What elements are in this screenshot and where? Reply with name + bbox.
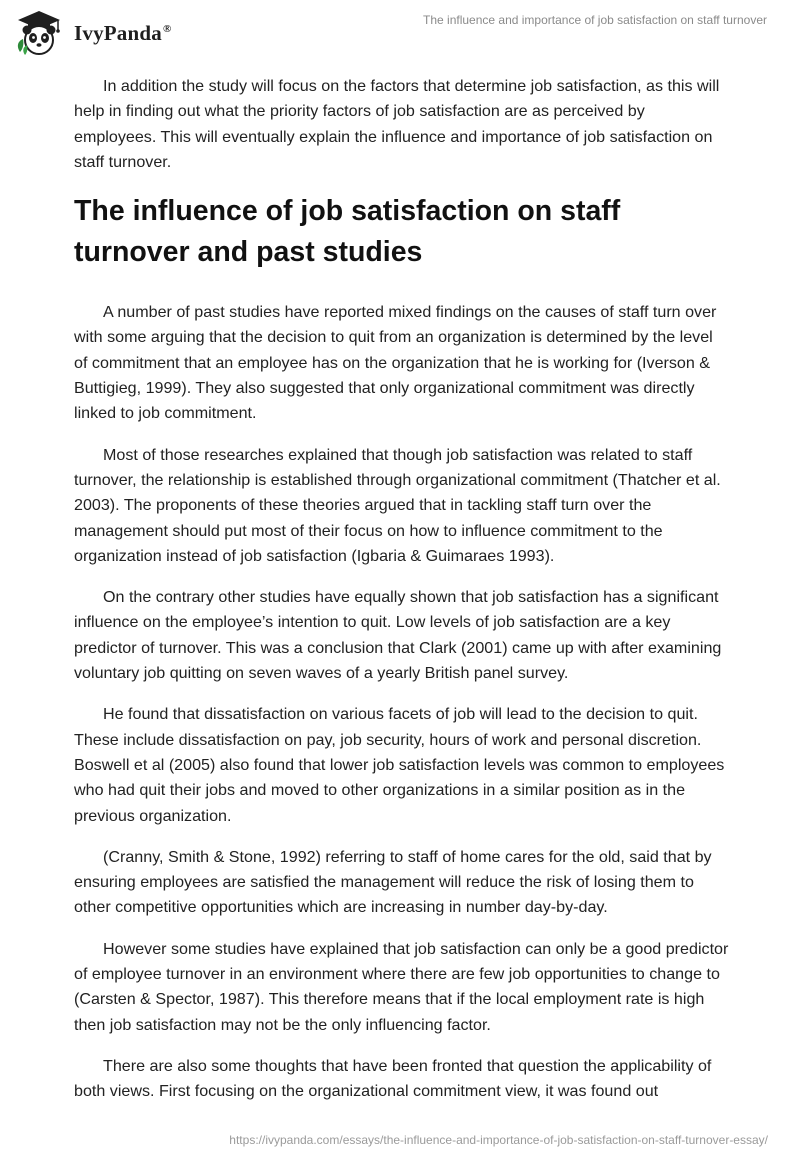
body-paragraph: (Cranny, Smith & Stone, 1992) referring to staff of home cares for the old, said that by ensuring employees are satisfied the management will reduce the risk of losing them to other competitive opportunities which are increasing in number day-by-day. [74, 847, 712, 917]
essay-content [74, 74, 730, 1121]
page-title: The influence and importance of job satisfaction on staff turnover [423, 13, 767, 27]
intro-paragraph: In addition the study will focus on the factors that determine job satisfaction, as this will help in finding out what the priority factors of job satisfaction are as perceived by employees. This will eventually explain the influence and importance of job satisfaction on staff turnover. [74, 77, 720, 171]
body-paragraph: However some studies have explained that job satisfaction can only be a good predictor of employee turnover in an environment where there are few job opportunities to change to (Carsten & Spector, 1987). This therefore means that if the local employment rate is high then job satisfaction may not be the only influencing factor. [74, 939, 729, 1034]
body-paragraph: He found that dissatisfaction on various facets of job will lead to the decision to quit. These include dissatisfaction on pay, job security, hours of work and personal discretion. Boswell et al (2005) also found that lower job satisfaction levels was common to employees who had quit their jobs and moved to other organizations in a similar position as in the previous organization. [74, 705, 725, 825]
ivypanda-logo-link[interactable] [14, 8, 171, 58]
body-paragraph: There are also some thoughts that have been fronted that question the applicability of both views. First focusing on the organizational commitment view, it was found out [74, 1056, 712, 1101]
body-paragraph: On the contrary other studies have equally shown that job satisfaction has a significant influence on the employee’s intention to quit. Low levels of job satisfaction are a key predictor of turnover. This was a conclusion that Clark (2001) came up with after examining voluntary job quitting on seven waves of a yearly British panel survey. [74, 588, 722, 683]
logo-wordmark: IvyPanda® [74, 20, 172, 45]
body-paragraph: Most of those researches explained that though job satisfaction was related to staff turnover, the relationship is established through organizational commitment (Thatcher et al. 2003). The proponents of these theories argued that in tackling staff turn over the management should put most of their focus on how to influence commitment to the organization instead of job satisfaction (Igbaria & Guimaraes 1993). [74, 445, 721, 565]
section-heading: The influence of job satisfaction on staff turnover and past studies [74, 195, 621, 269]
source-url: https://ivypanda.com/essays/the-influence-and-importance-of-job-satisfaction-on-staff-turnover-essay/ [229, 1133, 768, 1147]
body-paragraph: A number of past studies have reported mixed findings on the causes of staff turn over with some arguing that the decision to quit from an organization is determined by the level of commitment that an employee has on the organization that he is working for (Iverson & Buttigieg, 1999). They also suggested that only organizational commitment was directly linked to job commitment. [74, 303, 717, 423]
panda-logo-icon [14, 8, 64, 58]
page-header [0, 0, 800, 70]
